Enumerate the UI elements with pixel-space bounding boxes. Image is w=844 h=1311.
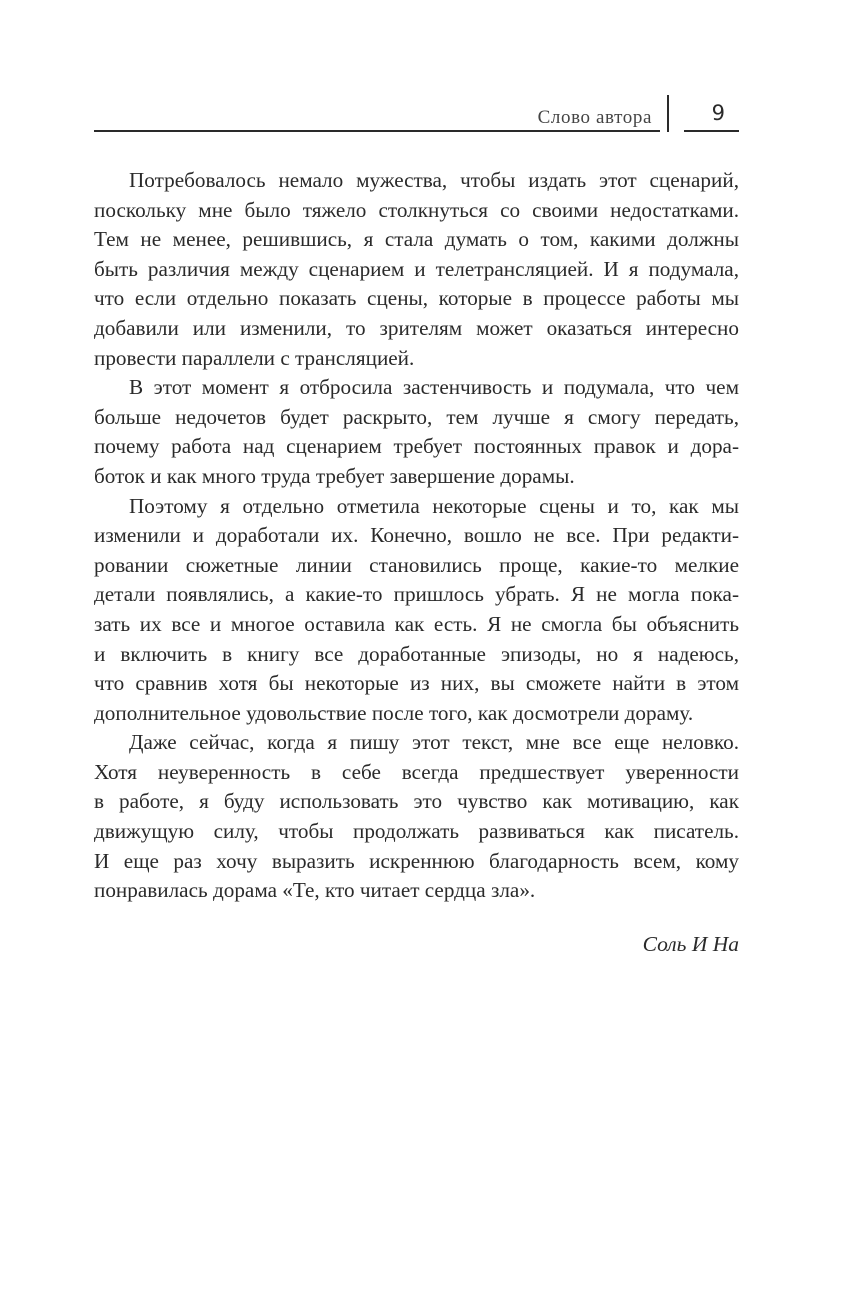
- text-line: изменили и доработали их. Конечно, вошло не все. При редакти-: [94, 523, 739, 548]
- header-rule-page: [684, 130, 739, 132]
- text-line: что сравнив хотя бы некоторые из них, вы сможете найти в этом: [94, 671, 739, 696]
- text-line: больше недочетов будет раскрыто, тем лучше я смогу передать,: [94, 404, 739, 429]
- paragraph: [94, 373, 739, 491]
- text-line: боток и как много труда требует завершение дорамы.: [94, 463, 575, 488]
- text-line: Поэтому я отдельно отметила некоторые сцены и то, как мы: [129, 493, 739, 518]
- header-divider: [667, 95, 669, 132]
- text-line: что если отдельно показать сцены, которые в процессе работы мы: [94, 286, 739, 311]
- text-line: Даже сейчас, когда я пишу этот текст, мне все еще неловко.: [129, 730, 739, 755]
- paragraph: [94, 166, 739, 373]
- text-line: понравилась дорама «Те, кто читает сердца зла».: [94, 878, 536, 903]
- header-rule: [94, 130, 660, 132]
- text-line: И еще раз хочу выразить искреннюю благодарность всем, кому: [94, 848, 739, 873]
- author-signature: Соль И На: [642, 932, 739, 956]
- running-header: [94, 95, 739, 135]
- text-line: дополнительное удовольствие после того, как досмотрели дораму.: [94, 700, 694, 725]
- text-line: добавили или изменили, то зрителям может оказаться интересно: [94, 315, 739, 340]
- page-number: 9: [711, 101, 725, 125]
- text-line: Потребовалось немало мужества, чтобы издать этот сценарий,: [129, 168, 739, 192]
- text-line: поскольку мне было тяжело столкнуться со своими недостатками.: [94, 197, 739, 222]
- text-line: зать их все и многое оставила как есть. Я не смогла бы объяснить: [94, 611, 739, 636]
- text-line: быть различия между сценарием и телетрансляцией. И я подумала,: [94, 256, 739, 281]
- text-line: В этот момент я отбросила застенчивость и подумала, что чем: [129, 375, 739, 400]
- text-line: и включить в книгу все доработанные эпизоды, но я надеюсь,: [94, 641, 739, 666]
- running-header-title: Слово автора: [537, 107, 652, 128]
- text-line: движущую силу, чтобы продолжать развиваться как писатель.: [94, 819, 739, 844]
- text-line: детали появлялись, а какие-то пришлось убрать. Я не могла пока-: [94, 582, 739, 607]
- text-line: ровании сюжетные линии становились проще, какие-то мелкие: [94, 552, 739, 577]
- paragraph: [94, 728, 739, 906]
- text-line: почему работа над сценарием требует постоянных правок и дора-: [94, 434, 739, 459]
- text-line: Хотя неуверенность в себе всегда предшествует уверенности: [94, 759, 739, 784]
- text-line: провести параллели с трансляцией.: [94, 345, 415, 370]
- text-line: в работе, я буду использовать это чувство как мотивацию, как: [94, 789, 739, 814]
- paragraph: [94, 492, 739, 729]
- text-line: Тем не менее, решившись, я стала думать о том, какими должны: [94, 227, 739, 252]
- body-text: [94, 166, 739, 906]
